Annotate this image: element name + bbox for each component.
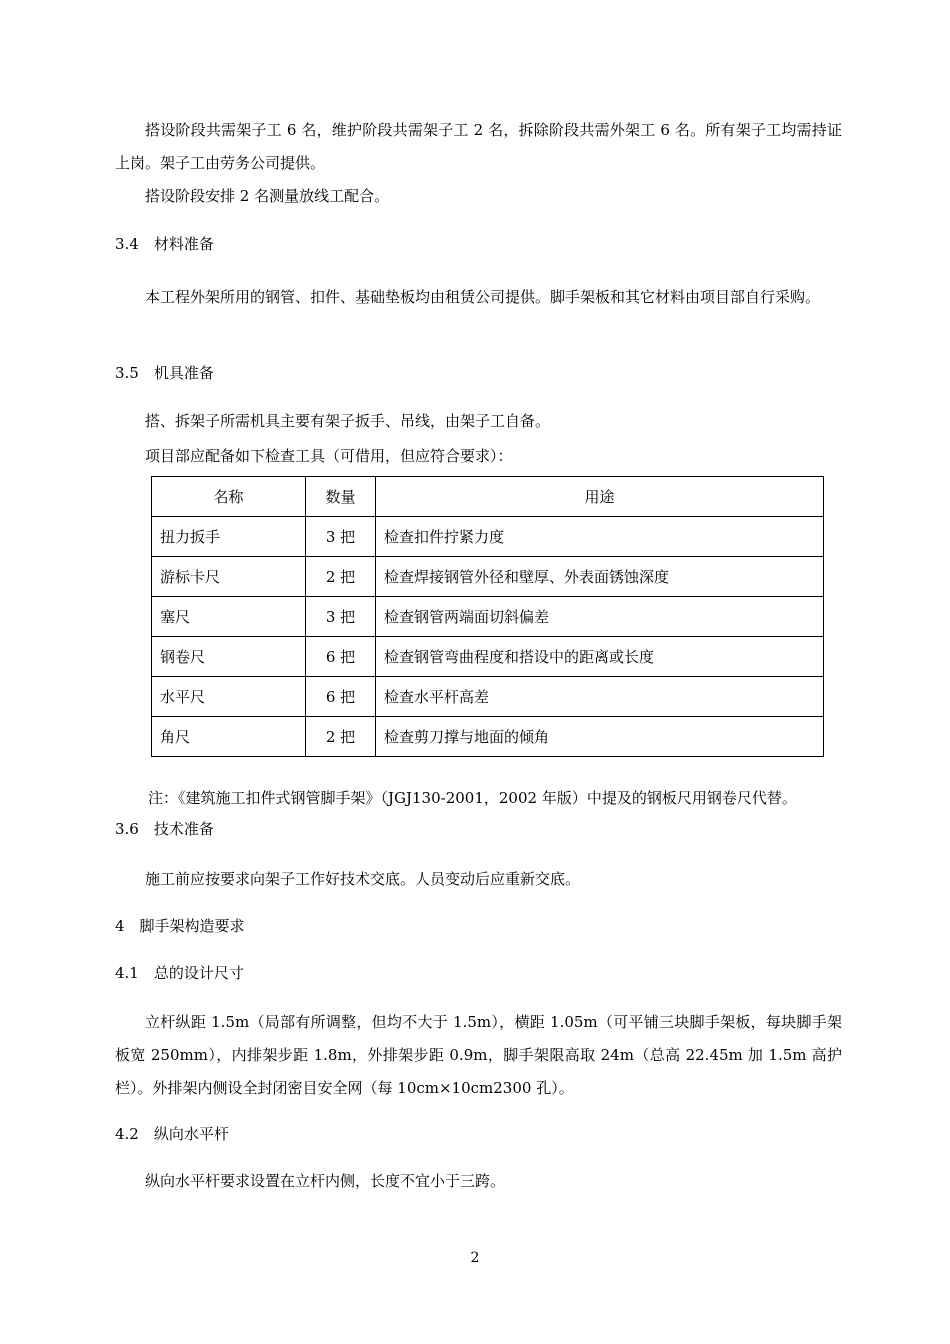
inspection-tools-table — [151, 476, 824, 757]
table-cell: 钢卷尺 — [152, 637, 306, 677]
table-header-purpose: 用途 — [376, 477, 824, 517]
table-cell: 6 把 — [306, 637, 376, 677]
table-cell: 游标卡尺 — [152, 557, 306, 597]
table-cell: 2 把 — [306, 717, 376, 757]
table-row — [152, 557, 824, 597]
table-row — [152, 517, 824, 557]
table-header-quantity: 数量 — [306, 477, 376, 517]
table-cell: 检查剪刀撑与地面的倾角 — [376, 717, 824, 757]
table-cell: 检查钢管两端面切斜偏差 — [376, 597, 824, 637]
heading-3-4: 3.4 材料准备 — [115, 235, 214, 253]
paragraph-surveyors: 搭设阶段安排 2 名测量放线工配合。 — [145, 187, 390, 205]
heading-4: 4 脚手架构造要求 — [115, 917, 245, 935]
table-cell: 水平尺 — [152, 677, 306, 717]
table-header-name: 名称 — [152, 477, 306, 517]
table-cell: 检查钢管弯曲程度和搭设中的距离或长度 — [376, 637, 824, 677]
table-row — [152, 677, 824, 717]
table-cell: 角尺 — [152, 717, 306, 757]
paragraph-horizontal-bar: 纵向水平杆要求设置在立杆内侧，长度不宜小于三跨。 — [145, 1172, 506, 1190]
table-row — [152, 637, 824, 677]
table-cell: 塞尺 — [152, 597, 306, 637]
page-number: 2 — [470, 1250, 480, 1266]
table-row — [152, 717, 824, 757]
table-cell: 6 把 — [306, 677, 376, 717]
table-cell: 2 把 — [306, 557, 376, 597]
table-row — [152, 597, 824, 637]
table-cell: 检查水平杆高差 — [376, 677, 824, 717]
table-note: 注：《建筑施工扣件式钢管脚手架》（JGJ130-2001，2002 年版）中提及的钢板尺用钢卷尺代替。 — [148, 789, 797, 807]
table-cell: 扭力扳手 — [152, 517, 306, 557]
heading-4-1: 4.1 总的设计尺寸 — [115, 964, 244, 982]
heading-3-6: 3.6 技术准备 — [115, 820, 214, 838]
paragraph-materials: 本工程外架所用的钢管、扣件、基础垫板均由租赁公司提供。脚手架板和其它材料由项目部自行采购。 — [145, 288, 821, 306]
paragraph-tools: 搭、拆架子所需机具主要有架子扳手、吊线，由架子工自备。 — [145, 412, 551, 430]
table-cell: 检查焊接钢管外径和壁厚、外表面锈蚀深度 — [376, 557, 824, 597]
table-cell: 3 把 — [306, 517, 376, 557]
paragraph-labor: 搭设阶段共需架子工 6 名，维护阶段共需架子工 2 名，拆除阶段共需外架工 6 名。所有架子工均需持证上岗。架子工由劳务公司提供。 — [115, 121, 842, 172]
paragraph-inspection-tools: 项目部应配备如下检查工具（可借用，但应符合要求）： — [145, 447, 513, 465]
table-cell: 检查扣件拧紧力度 — [376, 517, 824, 557]
paragraph-design-dimensions: 立杆纵距 1.5m（局部有所调整，但均不大于 1.5m），横距 1.05m（可平铺三块脚手架板，每块脚手架板宽 250mm），内排架步距 1.8m，外排架步距 0.9m，脚手架限高取 24m（总高 22.45m 加 1.5m 高护栏）。外排架内侧设全封闭密目安全网（每 10cm×10cm2300 孔）。 — [115, 1013, 842, 1097]
table-cell: 3 把 — [306, 597, 376, 637]
heading-4-2: 4.2 纵向水平杆 — [115, 1125, 229, 1143]
table-header-row — [152, 477, 824, 517]
paragraph-technical: 施工前应按要求向架子工作好技术交底。人员变动后应重新交底。 — [145, 870, 581, 888]
heading-3-5: 3.5 机具准备 — [115, 364, 214, 382]
